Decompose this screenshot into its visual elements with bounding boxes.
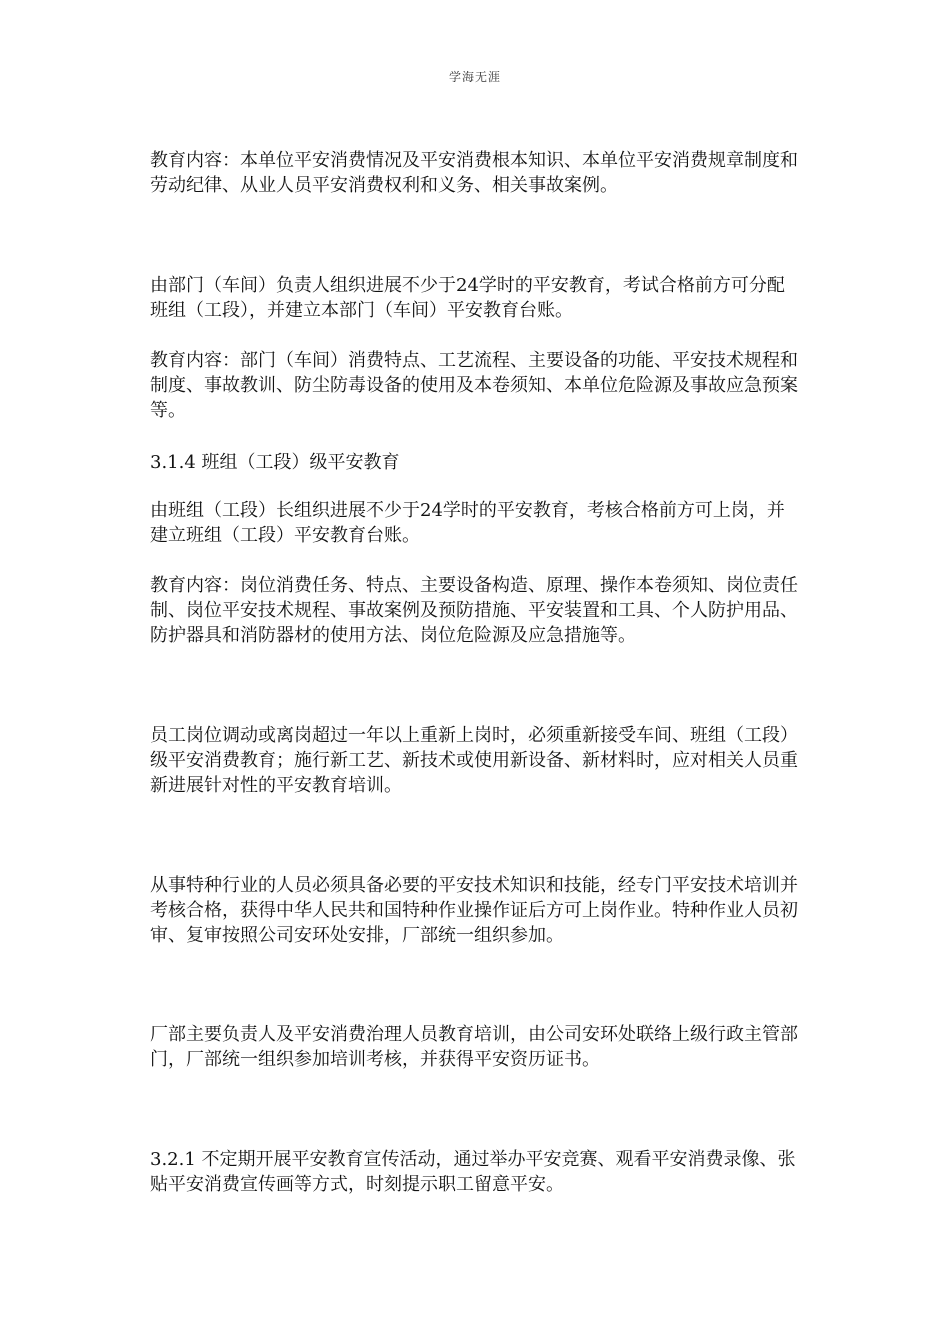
paragraph-team-education: 由班组（工段）长组织进展不少于24学时的平安教育，考核合格前方可上岗，并建立班组（工段）平安教育台账。 [150,500,785,546]
section-heading-3-1-4: 3.1.4 班组（工段）级平安教育 [150,452,400,473]
paragraph-education-content-department: 教育内容：部门（车间）消费特点、工艺流程、主要设备的功能、平安技术规程和制度、事故教训、防尘防毒设备的使用及本卷须知、本单位危险源及事故应急预案等。 [150,350,798,421]
paragraph-education-content-team: 教育内容：岗位消费任务、特点、主要设备构造、原理、操作本卷须知、岗位责任制、岗位平安技术规程、事故案例及预防措施、平安装置和工具、个人防护用品、防护器具和消防器材的使用方法、岗位危险源及应急措施等。 [150,575,798,646]
paragraph-management-training: 厂部主要负责人及平安消费治理人员教育培训，由公司安环处联络上级行政主管部门，厂部统一组织参加培训考核，并获得平安资历证书。 [150,1024,798,1070]
paragraph-reassignment-education: 员工岗位调动或离岗超过一年以上重新上岗时，必须重新接受车间、班组（工段）级平安消费教育；施行新工艺、新技术或使用新设备、新材料时，应对相关人员重新进展针对性的平安教育培训。 [150,725,798,796]
paragraph-department-education: 由部门（车间）负责人组织进展不少于24学时的平安教育，考试合格前方可分配班组（工段），并建立本部门（车间）平安教育台账。 [150,275,785,321]
paragraph-education-content-unit: 教育内容：本单位平安消费情况及平安消费根本知识、本单位平安消费规章制度和劳动纪律、从业人员平安消费权利和义务、相关事故案例。 [150,150,798,196]
page-header: 学海无涯 [448,70,501,84]
paragraph-special-operations: 从事特种行业的人员必须具备必要的平安技术知识和技能，经专门平安技术培训并考核合格，获得中华人民共和国特种作业操作证后方可上岗作业。特种作业人员初审、复审按照公司安环处安排，厂部统一组织参加。 [150,875,798,946]
paragraph-3-2-1-publicity: 3.2.1 不定期开展平安教育宣传活动，通过举办平安竞赛、观看平安消费录像、张贴平安消费宣传画等方式，时刻提示职工留意平安。 [150,1149,796,1195]
